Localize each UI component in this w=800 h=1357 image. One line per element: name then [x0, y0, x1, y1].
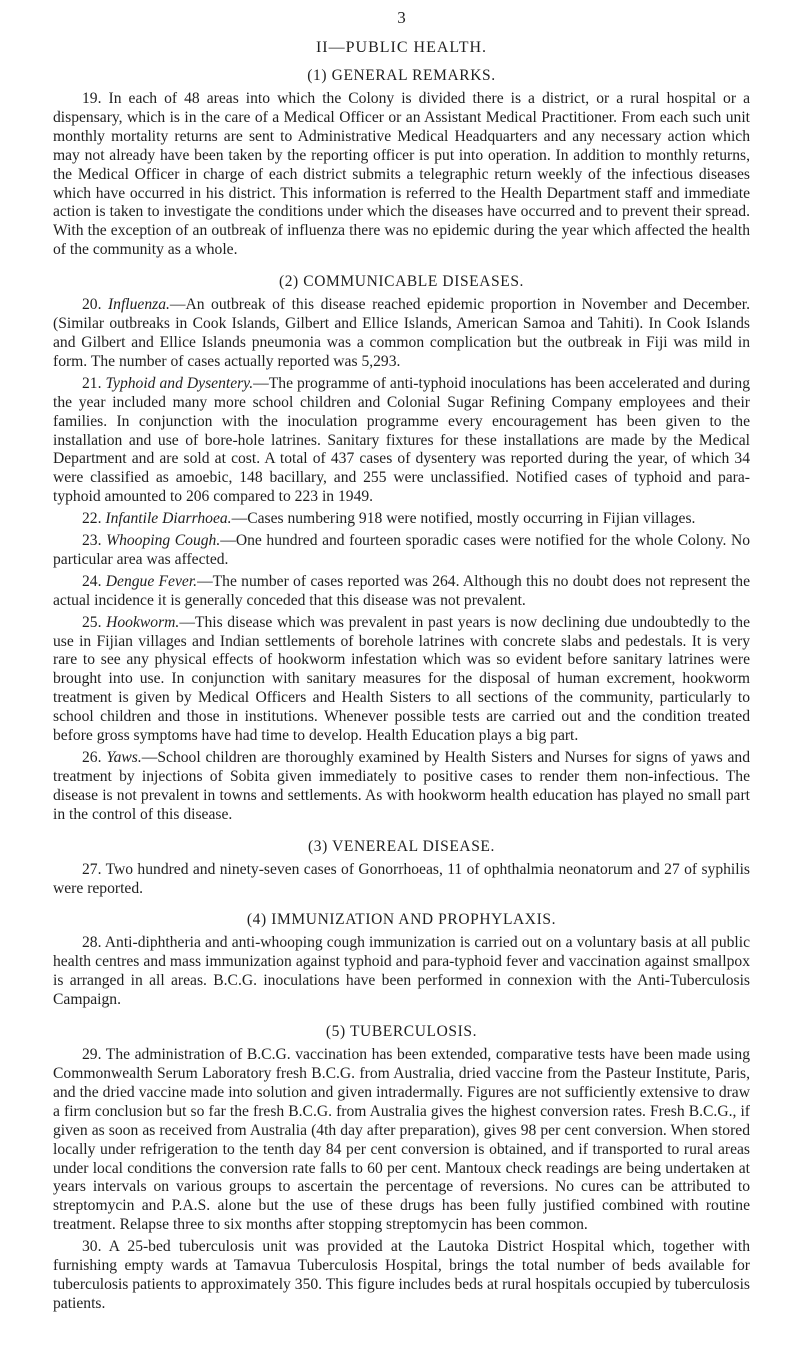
page-number: 3: [397, 8, 406, 27]
paragraph-text: —The number of cases reported was 264. Although this no doubt does not represent the actual incidence it is generally conceded that this disease was not prevalent.: [53, 572, 751, 609]
paragraph-title: Influenza.: [107, 296, 170, 314]
paragraph-number: 25.: [82, 613, 107, 631]
paragraph-29: [53, 1046, 750, 1235]
section-heading: (4) IMMUNIZATION AND PROPHYLAXIS.: [246, 911, 557, 929]
section-heading: (5) TUBERCULOSIS.: [325, 1023, 478, 1041]
paragraph-25: [53, 614, 750, 746]
paragraph-text: —Cases numbering 918 were notified, mostly occurring in Fijian villages.: [231, 510, 696, 528]
paragraph-26: [53, 749, 750, 825]
paragraph-27: [53, 861, 750, 899]
paragraph-title: Whooping Cough.: [106, 532, 221, 550]
paragraph-text: 27. Two hundred and ninety-seven cases of Gonorrhoeas, 11 of ophthalmia neonatorum and 27 of syphilis were reported.: [53, 860, 750, 897]
paragraph-30: [53, 1238, 750, 1314]
paragraph-title: Infantile Diarrhoea.: [105, 510, 232, 528]
paragraph-number: 23.: [82, 532, 107, 550]
paragraph-text: 30. A 25-bed tuberculosis unit was provided at the Lautoka District Hospital which, together with furnishing empty wards at Tamavua Tuberculosis Hospital, brings the total number of beds available for tuberculosis patients to approximately 350. This figure includes beds at rural hospitals occupied by tuberculosis patients.: [53, 1238, 750, 1312]
paragraph-20: [53, 296, 750, 372]
section-heading: (3) VENEREAL DISEASE.: [308, 837, 495, 855]
paragraph-title: Typhoid and Dysentery.: [105, 374, 254, 392]
paragraph-text: —An outbreak of this disease reached epidemic proportion in November and December. (Similar outbreaks in Cook Islands, Gilbert and Ellice Islands, American Samoa and Tahiti). In Cook Islands and Gilbert and Ellice Islands pneumonia was a common complication but the outbreak in Fiji was mild in form. The number of cases actually reported was 5,293.: [53, 296, 750, 370]
paragraph-number: 21.: [82, 374, 106, 392]
section-heading: (1) GENERAL REMARKS.: [307, 67, 496, 84]
paragraph-number: 22.: [82, 510, 106, 528]
paragraph-28: [53, 934, 750, 1010]
paragraph-22: [53, 510, 750, 529]
paragraph-19: [53, 90, 750, 260]
paragraph-text: —One hundred and fourteen sporadic cases were notified for the whole Colony. No particular area was affected.: [53, 532, 751, 568]
paragraph-text: —The programme of anti-typhoid inoculations has been accelerated and during the year included many more school children and Colonial Sugar Refining Company employees and their families. In conjunction with the inoculation programme every encouragement has been given to the installation and use of bore-hole latrines. Sanitary fixtures for these installations are made by the Medical Department and are sold at cost. A total of 437 cases of dysentery was reported during the year, of which 34 were classified as amoebic, 148 bacillary, and 255 were unclassified. Notified cases of typhoid and para-typhoid amounted to 206 compared to 223 in 1949.: [53, 374, 751, 506]
paragraph-23: [53, 532, 750, 570]
section-heading: (2) COMMUNICABLE DISEASES.: [278, 273, 525, 291]
chapter-heading: II—PUBLIC HEALTH.: [315, 39, 488, 56]
paragraph-text: —School children are thoroughly examined by Health Sisters and Nurses for signs of yaws and treatment by injections of Sobita given immediately to positive cases to render them non-infectious. The disease is not prevalent in towns and settlements. As with hookworm health education has played no small part in the control of this disease.: [53, 749, 750, 823]
paragraph-title: Dengue Fever.: [105, 572, 198, 590]
paragraph-title: Yaws.: [106, 749, 142, 766]
paragraph-21: [53, 375, 750, 507]
paragraph-number: 20.: [82, 296, 108, 314]
paragraph-text: —This disease which was prevalent in past years is now declining due undoubtedly to the use in Fijian villages and Indian settlements of borehole latrines with concrete slabs and pedestals. It is very rare to see any physical effects of hookworm infestation which was so evident before sanitary latrines were brought into use. In conjunction with sanitary measures for the disposal of human excrement, hookworm treatment is given by Medical Officers and Health Sisters to all sections of the community, particularly to school children and those in institutions. Whenever possible tests are carried out and the condition treated before gross symptoms have had time to develop. Health Education plays a big part.: [53, 613, 750, 745]
paragraph-number: 24.: [82, 572, 106, 590]
paragraph-text: 29. The administration of B.C.G. vaccination has been extended, comparative tests have been made using Commonwealth Serum Laboratory fresh B.C.G. from Australia, dried vaccine from the Pasteur Institute, Paris, and the dried vaccine made into solution and given intradermally. Figures are not sufficiently extensive to draw a firm conclusion but so far the fresh B.C.G. from Australia gives the highest conversion rates. Fresh B.C.G., if given as soon as received from Australia (4th day after preparation), gives 98 per cent conversion. When stored locally under refrigeration to the tenth day 84 per cent conversion is obtained, and if transported to rural areas under local conditions the conversion rate falls to 60 per cent. Mantoux check readings are being undertaken at years intervals on various groups to ascertain the percentage of reversions. No cures can be attributed to streptomycin and P.A.S. alone but the use of these drugs has been fully justified combined with routine treatment. Relapse three to six months after stopping streptomycin has been common.: [53, 1046, 750, 1234]
paragraph-text: 19. In each of 48 areas into which the Colony is divided there is a district, or a rural hospital or a dispensary, which is in the care of a Medical Officer or an Assistant Medical Practitioner. From each such unit monthly mortality returns are sent to Administrative Medical Headquarters and any necessary action which may not already have been taken by the reporting officer is put into operation. In addition to monthly returns, the Medical Officer in charge of each district submits a telegraphic return weekly of the infectious diseases which have occurred in his district. This information is referred to the Health Department staff and immediate action is taken to investigate the conditions under which the diseases have occurred and to prevent their spread. With the exception of an outbreak of influenza there was no epidemic during the year which affected the health of the community as a whole.: [53, 90, 750, 259]
paragraph-text: 28. Anti-diphtheria and anti-whooping cough immunization is carried out on a voluntary basis at all public health centres and mass immunization against typhoid and para-typhoid fever and vaccination against smallpox is arranged in all areas. B.C.G. inoculations have been performed in connexion with the Anti-Tuberculosis Campaign.: [53, 934, 750, 1009]
paragraph-title: Hookworm.: [106, 613, 180, 631]
paragraph-number: 26.: [82, 749, 107, 766]
paragraph-24: [53, 573, 750, 611]
